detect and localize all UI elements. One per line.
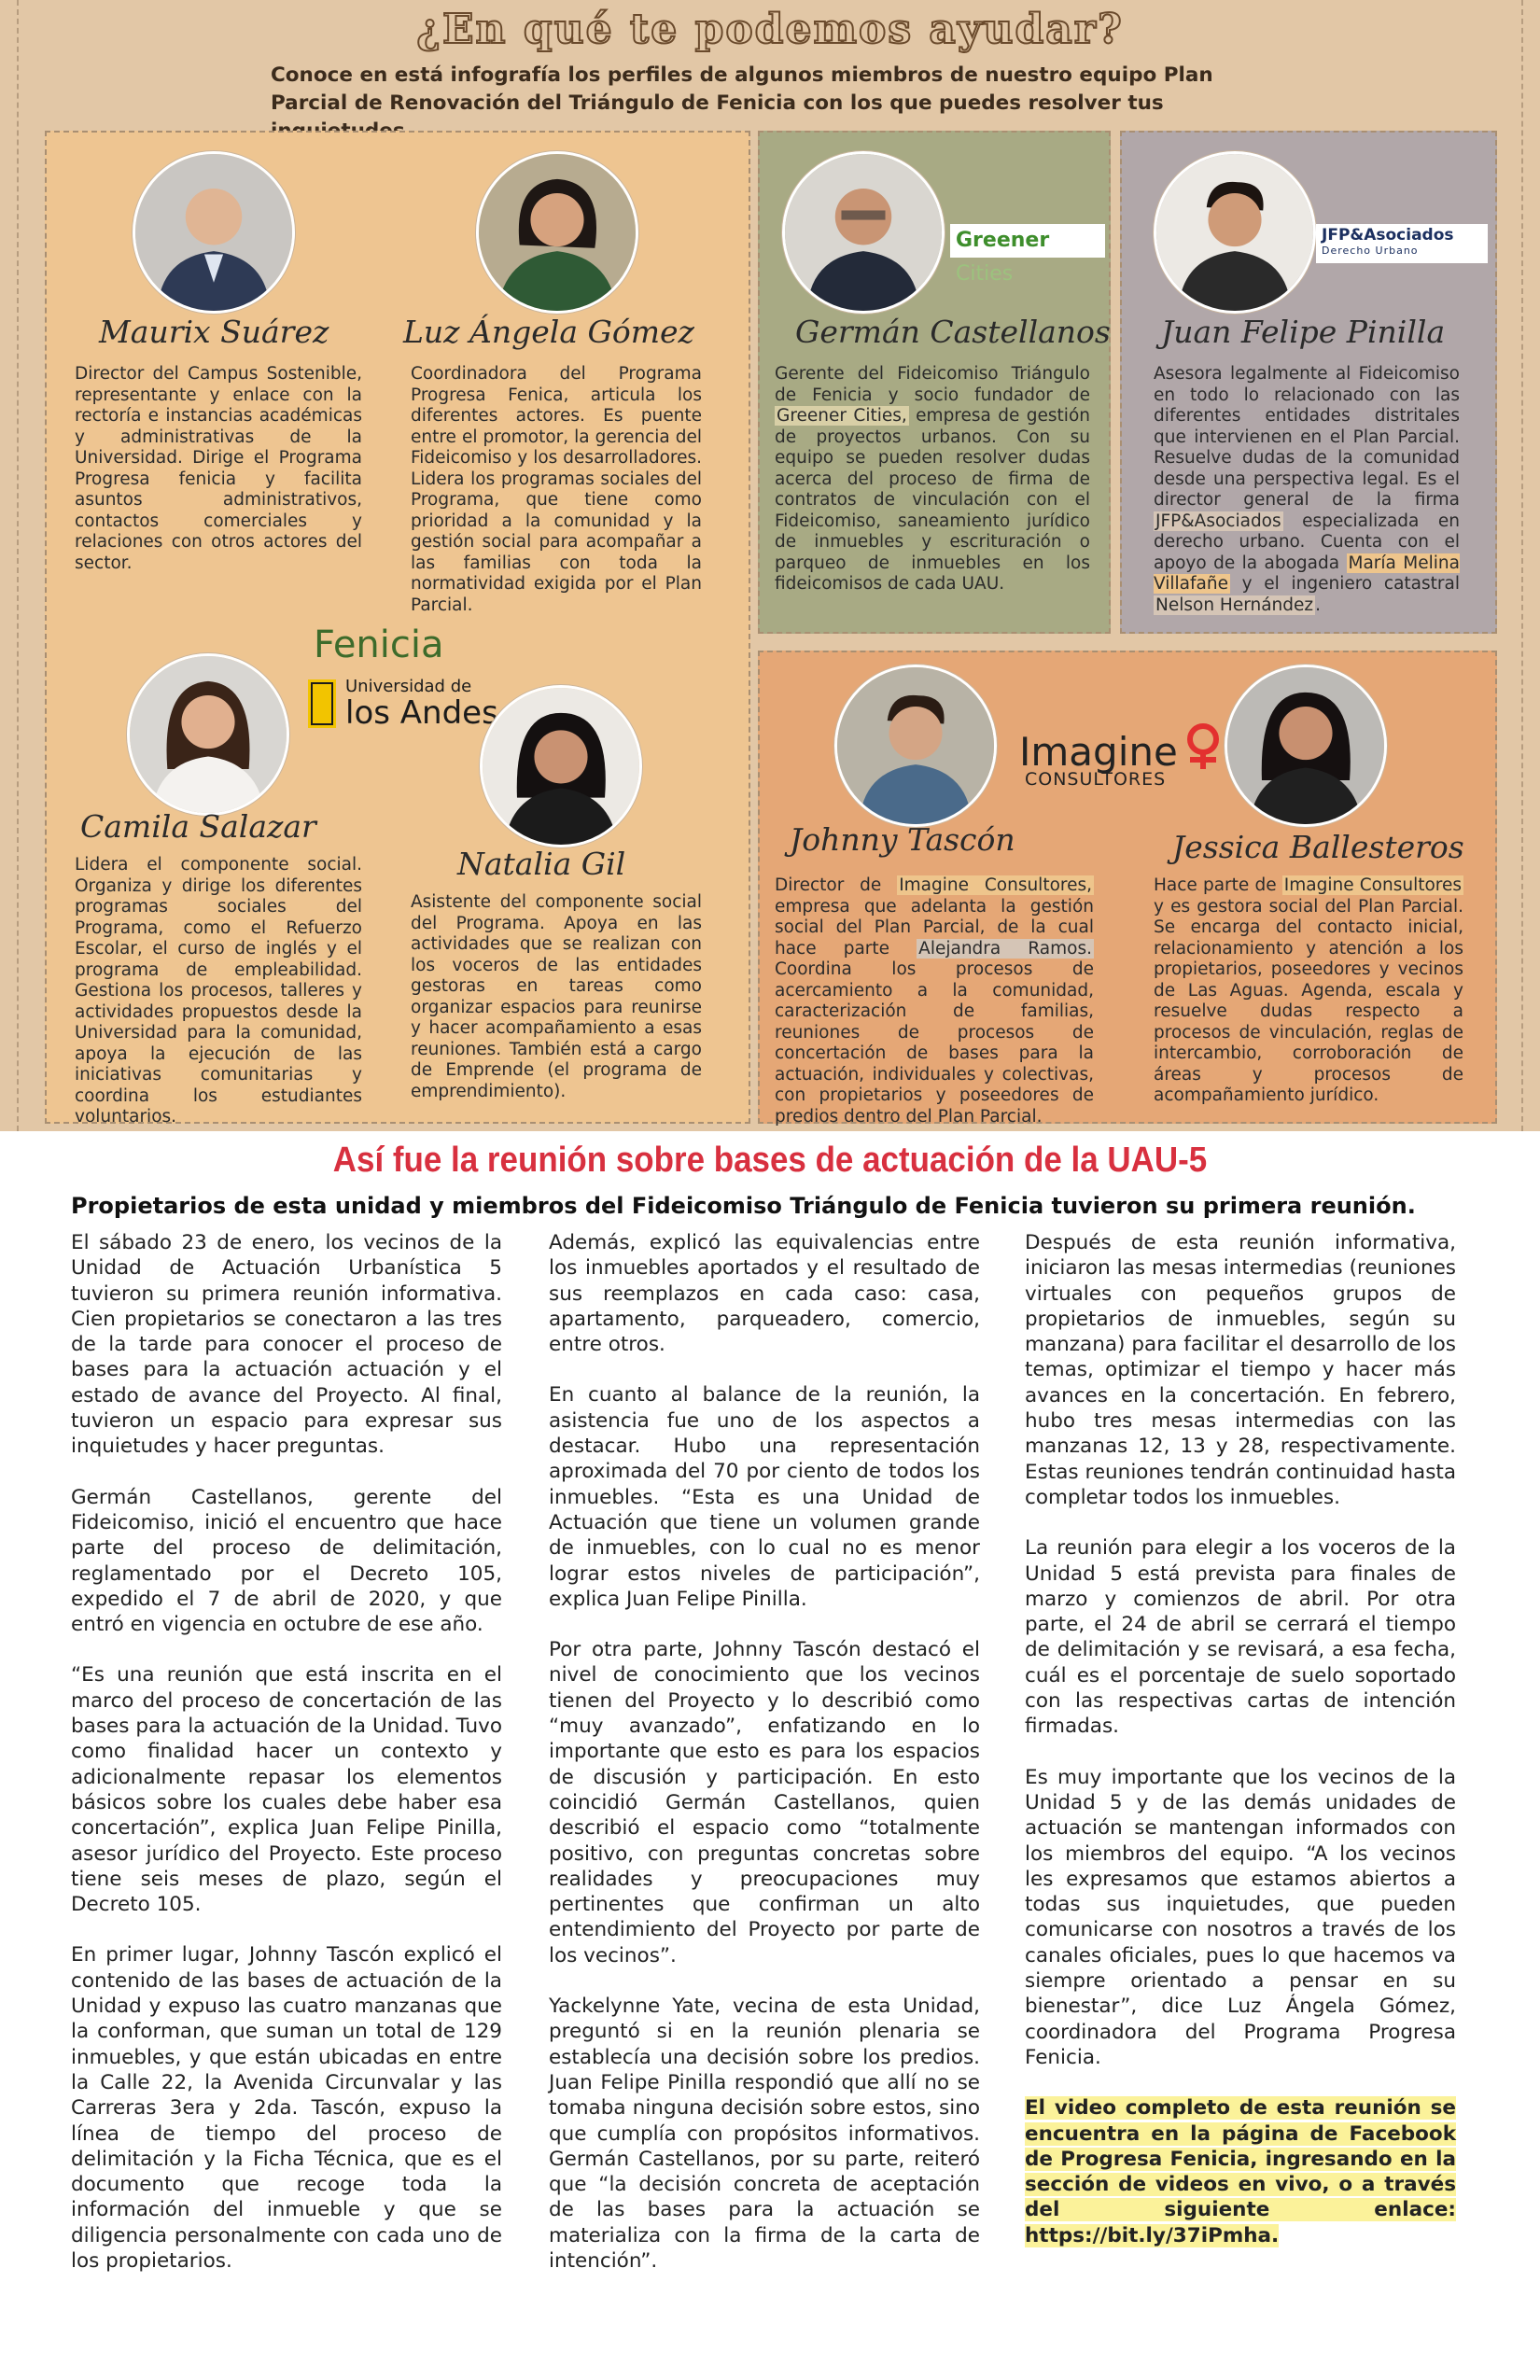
juan-photo <box>1154 151 1316 314</box>
maurix-desc: Director del Campus Sostenible, representante y enlace con la rectoría e instancias académicas y administrativas de la Universidad. Dirige el Programa Progresa fenicia y facilita asuntos administrativos, contactos comerciales y relaciones con otros actores del sector. <box>75 364 362 573</box>
fenicia-logo: Fenicia <box>314 623 444 666</box>
johnny-desc: Director de Imagine Consultores, empresa que adelanta la gestión social del Plan Parcial, de la cual hace parte Alejandra Ramos. Coordina los procesos de acercamiento a la comunidad, caracterización de familias, reuniones de procesos de concertación de bases para la actuación, individuales y colectivas, con propietarios y poseedores de predios dentro del Plan Parcial. <box>775 875 1094 1127</box>
greener-cities-logo: Greener Cities <box>950 224 1105 258</box>
article-paragraph: Es muy importante que los vecinos de la Unidad 5 y de las demás unidades de actuación se mantengan informados con los miembros del equipo. “A los vecinos les expresamos que estamos abiertos a todas sus inquietudes, que pueden comunicarse con nosotros a través de los canales oficiales, pues lo que hacemos va siempre orientado a pensar en su bienestar”, dice Luz Ángela Gómez, coordinadora del Programa Progresa Fenicia. <box>1025 1765 1456 2069</box>
video-link-callout[interactable]: El video completo de esta reunión se encuentra en la página de Facebook de Progresa Fenicia, ingresando en la sección de videos en vivo, o a través del siguiente enlace: https://bit.ly/37iPmha. <box>1025 2096 1456 2247</box>
luz-desc: Coordinadora del Programa Progresa Fenica, articula los diferentes actores. Es puente entre el promotor, la gerencia del Fideicomiso y los desarrolladores. Lidera los programas sociales del Programa, que tiene como prioridad a la comunidad y la gestión social para acompañar a las familias con toda la normatividad exigida por el Plan Parcial. <box>411 364 702 615</box>
natalia-desc: Asistente del componente social del Programa. Apoya en las actividades que se realizan con los voceros de las entidades gestoras en tareas como organizar espacios para reunirse y hacer acompañamiento a esas reuniones. También está a cargo de Emprende (el programa de emprendimiento). <box>411 892 702 1101</box>
article-column-2 <box>549 1230 980 2299</box>
article-paragraph: En cuanto al balance de la reunión, la asistencia fue uno de los aspectos a destacar. Hubo una representación aproximada del 70 por ciento de todos los inmuebles. “Esta es una Unidad de Actuación que tiene un volumen grande de inmuebles, con lo cual no es menor lograr estos niveles de participación”, explica Juan Felipe Pinilla. <box>549 1383 980 1611</box>
german-photo <box>782 151 945 314</box>
dashed-border-right <box>1521 0 1523 1131</box>
article-paragraph: Germán Castellanos, gerente del Fideicomiso, inició el encuentro que hace parte del proceso de delimitación, reglamentado por el Decreto 105, expedido el 7 de abril de 2020, y que entró en vigencia en octubre de ese año. <box>71 1485 502 1637</box>
dashed-border-left <box>17 0 19 1131</box>
luz-photo <box>476 151 638 314</box>
natalia-name: Natalia Gil <box>457 846 626 882</box>
german-name: Germán Castellanos <box>795 314 1111 350</box>
article-paragraph: Después de esta reunión informativa, iniciaron las mesas intermedias (reuniones virtuales con pequeños grupos de propietarios de inmuebles, según su manzana) para facilitar el desarrollo de los temas, optimizar el tiempo y hacer más avances en la concertación. En febrero, hubo tres mesas intermedias con las manzanas 12, 13 y 28, respectivamente. Estas reuniones tendrán continuidad hasta completar todos los inmuebles. <box>1025 1231 1456 1509</box>
article-column-1 <box>71 1230 502 2299</box>
article-paragraph: Por otra parte, Johnny Tascón destacó el nivel de conocimiento que los vecinos tienen del Proyecto y lo describió como “muy avanzado”, enfatizando en lo importante que esto es para los espacios de discusión y participación. En esto coincidió Germán Castellanos, quien describió el espacio como “totalmente positivo, con preguntas concretas sobre realidades y preocupaciones muy pertinentes que confirman un alto entendimiento del Proyecto por parte de los vecinos”. <box>549 1638 980 1967</box>
german-desc: Gerente del Fideicomiso Triángulo de Fenicia y socio fundador de Greener Cities, empresa de gestión de proyectos urbanos. Con su equipo se pueden resolver dudas acerca del proceso de firma de contratos de vinculación con el Fideicomiso, saneamiento jurídico de inmuebles y escrituración o parqueo de inmuebles en los fideicomisos de cada UAU. <box>775 364 1090 594</box>
article-paragraph: La reunión para elegir a los voceros de la Unidad 5 está prevista para finales de marzo y comienzos de abril. Por otra parte, el 24 de abril se cerrará el tiempo de delimitación y se revisará, a esa fecha, cuál es el porcentaje de suelo soportado con las respectivas cartas de intención firmadas. <box>1025 1536 1456 1739</box>
article-headline: Así fue la reunión sobre bases de actuación de la UAU-5 <box>332 1141 1208 1180</box>
los-andes-logo: Universidad de los Andes <box>308 678 498 730</box>
maurix-name: Maurix Suárez <box>99 314 329 350</box>
natalia-photo <box>480 685 642 847</box>
article-paragraph: “Es una reunión que está inscrita en el marco del proceso de concertación de las bases para la actuación de la Unidad. Tuvo como finalidad hacer un contexto y adicionalmente repasar los elementos básicos sobre los cuales debe haber esa concertación”, explica Juan Felipe Pinilla, asesor jurídico del Proyecto. Este proceso tiene seis meses de plazo, según el Decreto 105. <box>71 1663 502 1917</box>
infographic-title: ¿En qué te podemos ayudar? <box>416 6 1124 53</box>
camila-name: Camila Salazar <box>80 808 316 845</box>
imagine-consultores-logo: Imagine CONSULTORES <box>1019 722 1224 790</box>
jfp-asociados-logo: JFP&Asociados Derecho Urbano <box>1316 224 1488 263</box>
jessica-desc: Hace parte de Imagine Consultores y es gestora social del Plan Parcial. Se encarga del contacto inicial, relacionamiento y atención a los propietarios, poseedores y vecinos de Las Aguas. Agenda, escala y resuelve dudas respecto a procesos de vinculación, reglas de intercambio, corroboración de áreas y procesos de acompañamiento jurídico. <box>1154 875 1463 1105</box>
johnny-photo <box>834 665 997 827</box>
infographic-intro: Conoce en está infografía los perfiles de algunos miembros de nuestro equipo Plan Parcial de Renovación del Triángulo de Fenicia con los que puedes resolver tus <box>271 63 1213 115</box>
maurix-photo <box>133 151 295 314</box>
camila-desc: Lidera el componente social. Organiza y dirige los diferentes programas sociales del Programa, como el Refuerzo Escolar, el curso de inglés y el programa de empleabilidad. Gestiona los procesos, talleres y actividades propuestos desde la Universidad para la comunidad, apoya la ejecución de las iniciativas comunitarias y coordina los estudiantes voluntarios. <box>75 855 362 1127</box>
jessica-name: Jessica Ballesteros <box>1172 829 1464 865</box>
article-paragraph: Además, explicó las equivalencias entre los inmuebles aportados y el resultado de sus reemplazos en cada caso: casa, apartamento, parqueadero, comercio, entre otros. <box>549 1231 980 1357</box>
article-column-3 <box>1025 1230 1456 2274</box>
camila-photo <box>127 653 289 816</box>
article-paragraph: El sábado 23 de enero, los vecinos de la Unidad de Actuación Urbanística 5 tuvieron su primera reunión informativa. Cien propietarios se conectaron a las tres de la tarde para conocer el proceso de bases para la actuación actuación y el estado de avance del Proyecto. Al final, tuvieron un espacio para expresar sus inquietudes y hacer preguntas. <box>71 1231 502 1459</box>
infographic-section <box>0 0 1540 1131</box>
article-paragraph: Yackelynne Yate, vecina de esta Unidad, preguntó si en la reunión plenaria se establecía una decisión sobre los predios. Juan Felipe Pinilla respondió que allí no se tomaba ninguna decisión sobre estos, sino que cumplía con propósitos informativos. Germán Castellanos, por su parte, reiteró que “la decisión concreta de aceptación de las bases para la actuación se materializa con la firma de la carta de intención”. <box>549 1995 980 2273</box>
johnny-name: Johnny Tascón <box>790 821 1015 858</box>
article-subhead: Propietarios de esta unidad y miembros del Fideicomiso Triángulo de Fenicia tuvieron su primera reunión. <box>71 1193 1416 1219</box>
article-paragraph: En primer lugar, Johnny Tascón explicó el contenido de las bases de actuación de la Unidad y expuso las cuatro manzanas que la conforman, que suman un total de 129 inmuebles, y que están ubicadas en entre la Calle 22, la Avenida Circunvalar y las Carreras 3era y 2da. Tascón, expuso la línea de tiempo del proceso de delimitación y la Ficha Técnica, que es el documento que recoge toda la información del inmueble y que se diligencia personalmente con cada uno de los propietarios. <box>71 1943 502 2273</box>
juan-name: Juan Felipe Pinilla <box>1161 314 1446 350</box>
juan-desc: Asesora legalmente al Fideicomiso en todo lo relacionado con las diferentes entidades distritales que intervienen en el Plan Parcial. Resuelve dudas de la comunidad desde una perspectiva legal. Es el director general de la firma JFP&Asociados especializada en derecho urbano. Cuenta con el apoyo de la abogada María Melina Villafañe y el ingeniero catastral Nelson Hernández . <box>1154 364 1460 615</box>
jessica-photo <box>1225 665 1387 827</box>
luz-name: Luz Ángela Gómez <box>403 314 694 350</box>
